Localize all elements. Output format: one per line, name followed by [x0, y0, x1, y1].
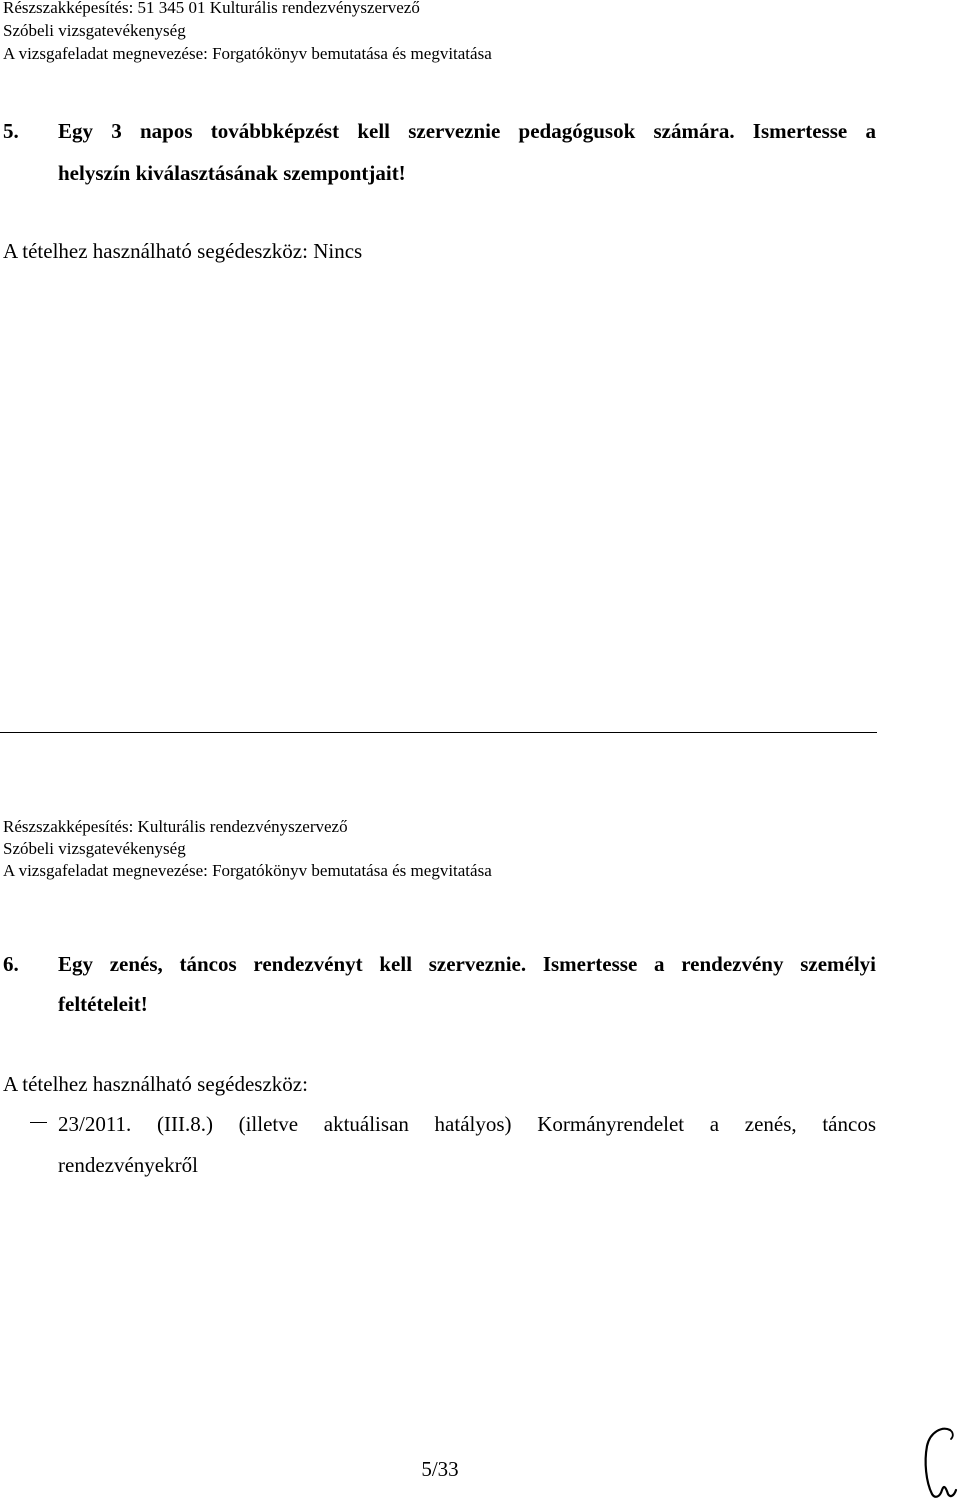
handwritten-signature-icon — [920, 1424, 960, 1500]
question-6-text-line1: Egy zenés, táncos rendezvényt kell szerveznie. Ismertesse a rendezvény személyi — [58, 952, 876, 976]
question-5-number: 5. — [3, 119, 19, 143]
header-top-qualification: Részszakképesítés: 51 345 01 Kulturális rendezvényszervező — [3, 0, 420, 17]
question-6-tools-label: A tételhez használható segédeszköz: — [3, 1072, 308, 1096]
question-5-tools-label: A tételhez használható segédeszköz: — [3, 239, 308, 263]
header-bottom-task-name: A vizsgafeladat megnevezése: Forgatókönyv bemutatása és megvitatása — [3, 861, 492, 880]
page-separator — [0, 732, 877, 733]
question-6-number: 6. — [3, 952, 19, 976]
list-dash-icon — [30, 1122, 47, 1123]
page-number: 5/33 — [421, 1457, 459, 1481]
question-6-text-line2: feltételeit! — [58, 992, 148, 1016]
question-6-tool-item-line2: rendezvényekről — [58, 1153, 198, 1177]
header-top-task-name: A vizsgafeladat megnevezése: Forgatókönyv bemutatása és megvitatása — [3, 44, 492, 63]
header-bottom-qualification: Részszakképesítés: Kulturális rendezvényszervező — [3, 817, 348, 836]
question-5-text-line2: helyszín kiválasztásának szempontjait! — [58, 161, 406, 185]
question-5-text-line1: Egy 3 napos továbbképzést kell szerveznie pedagógusok számára. Ismertesse a — [58, 119, 876, 143]
header-top-activity: Szóbeli vizsgatevékenység — [3, 21, 186, 40]
question-5-tools — [3, 237, 362, 265]
question-6-tool-item-line1: 23/2011. (III.8.) (illetve aktuálisan hatályos) Kormányrendelet a zenés, táncos — [58, 1112, 876, 1136]
question-5-tools-value: Nincs — [307, 239, 363, 263]
header-bottom-activity: Szóbeli vizsgatevékenység — [3, 839, 186, 858]
